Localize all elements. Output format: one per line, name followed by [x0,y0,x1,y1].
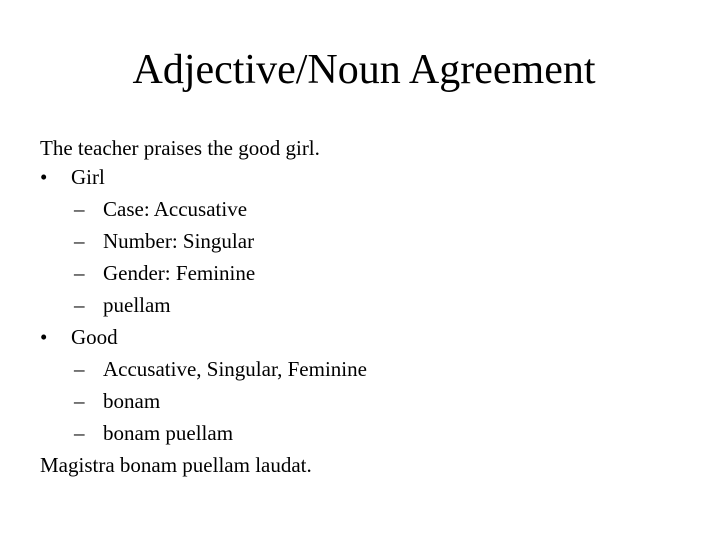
bullet-icon: • [40,325,48,349]
good-phrase: bonam puellam [103,421,234,445]
intro-sentence: The teacher praises the good girl. [40,136,320,160]
dash-icon: – [74,229,85,253]
bullet-girl: Girl [71,165,105,189]
dash-icon: – [74,293,85,317]
good-latin: bonam [103,389,161,413]
dash-icon: – [74,261,85,285]
girl-case: Case: Accusative [103,197,248,221]
girl-number: Number: Singular [103,229,255,253]
dash-icon: – [74,197,85,221]
bullet-good: Good [71,325,118,349]
dash-icon: – [74,389,85,413]
good-attributes: Accusative, Singular, Feminine [103,357,367,381]
slide-title: Adjective/Noun Agreement [132,47,596,93]
girl-latin: puellam [103,293,171,317]
dash-icon: – [74,357,85,381]
dash-icon: – [74,421,85,445]
latin-sentence: Magistra bonam puellam laudat. [40,453,312,477]
bullet-icon: • [40,165,48,189]
girl-gender: Gender: Feminine [103,261,256,285]
